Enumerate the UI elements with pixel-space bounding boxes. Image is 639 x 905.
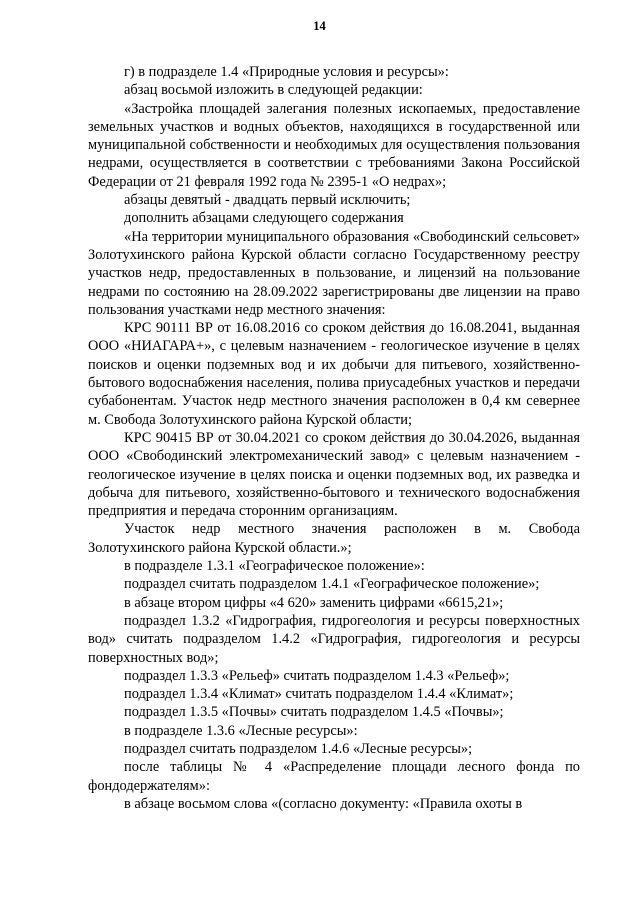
paragraph: в подразделе 1.3.1 «Географическое положение»: (124, 558, 425, 575)
paragraph: подраздел 1.3.4 «Климат» считать подразделом 1.4.4 «Климат»; (124, 686, 514, 703)
page-number: 14 (313, 19, 326, 33)
paragraph: подраздел считать подразделом 1.4.1 «Географическое положение»; (124, 576, 540, 593)
paragraph: дополнить абзацами следующего содержания (124, 210, 404, 227)
paragraph: абзац восьмой изложить в следующей редакции: (124, 82, 423, 99)
paragraph: после таблицы № 4 «Распределение площади лесного фонда по фондодержателям»: (88, 759, 580, 794)
paragraph: подраздел 1.3.2 «Гидрография, гидрогеология и ресурсы поверхностных вод» считать подразделом 1.4.2 «Гидрография, гидрогеология и ресурсы поверхностных вод»; (88, 612, 580, 666)
paragraph: абзацы девятый - двадцать первый исключить; (124, 192, 411, 209)
paragraph: «На территории муниципального образования «Свободинский сельсовет» Золотухинского района Курской области согласно Государственному реестру участков недр, предоставленных в пользование, и лицензий на пользование недрами по состоянию на 28.09.2022 зарегистрированы две лицензии на право пользования участками недр местного значения: (88, 228, 580, 318)
document-body (88, 63, 580, 813)
paragraph: г) в подразделе 1.4 «Природные условия и ресурсы»: (124, 64, 449, 80)
paragraph: «Застройка площадей залегания полезных ископаемых, предоставление земельных участков и водных объектов, находящихся в государственной или муниципальной собственности и необходимых для осуществления пользования недрами, осуществляется в соответствии с требованиями Закона Российской Федерации от 21 февраля 1992 года № 2395-1 «О недрах»; (88, 100, 580, 190)
paragraph: подраздел считать подразделом 1.4.6 «Лесные ресурсы»; (124, 740, 473, 757)
paragraph: КРС 90415 ВР от 30.04.2021 со сроком действия до 30.04.2026, выданная ООО «Свободинский электромеханический завод» с целевым назначением - геологическое изучение в целях поиска и оценки подземных вод, их разведка и добыча для питьевого, хозяйственно-бытового и технического водоснабжения предприятия и передача сторонним организациям. (88, 429, 580, 520)
paragraph: КРС 90111 ВР от 16.08.2016 со сроком действия до 16.08.2041, выданная ООО «НИАГАРА+», с целевым назначением - геологическое изучение в целях поисков и оценки подземных вод и их добычи для питьевого, хозяйственно-бытового водоснабжения населения, полива приусадебных участков и передачи субабонентам. Участок недр местного значения расположен в 0,4 км севернее м. Свобода Золотухинского района Курской области; (88, 320, 580, 428)
paragraph: подраздел 1.3.3 «Рельеф» считать подразделом 1.4.3 «Рельеф»; (124, 667, 510, 684)
paragraph: в абзаце втором цифры «4 620» заменить цифрами «6615,21»; (124, 594, 504, 611)
paragraph: Участок недр местного значения расположен в м. Свобода Золотухинского района Курской области.»; (88, 521, 580, 556)
paragraph: подраздел 1.3.5 «Почвы» считать подразделом 1.4.5 «Почвы»; (124, 704, 504, 721)
paragraph: в абзаце восьмом слова «(согласно документу: «Правила охоты в (124, 795, 523, 812)
paragraph: в подразделе 1.3.6 «Лесные ресурсы»: (124, 722, 358, 739)
